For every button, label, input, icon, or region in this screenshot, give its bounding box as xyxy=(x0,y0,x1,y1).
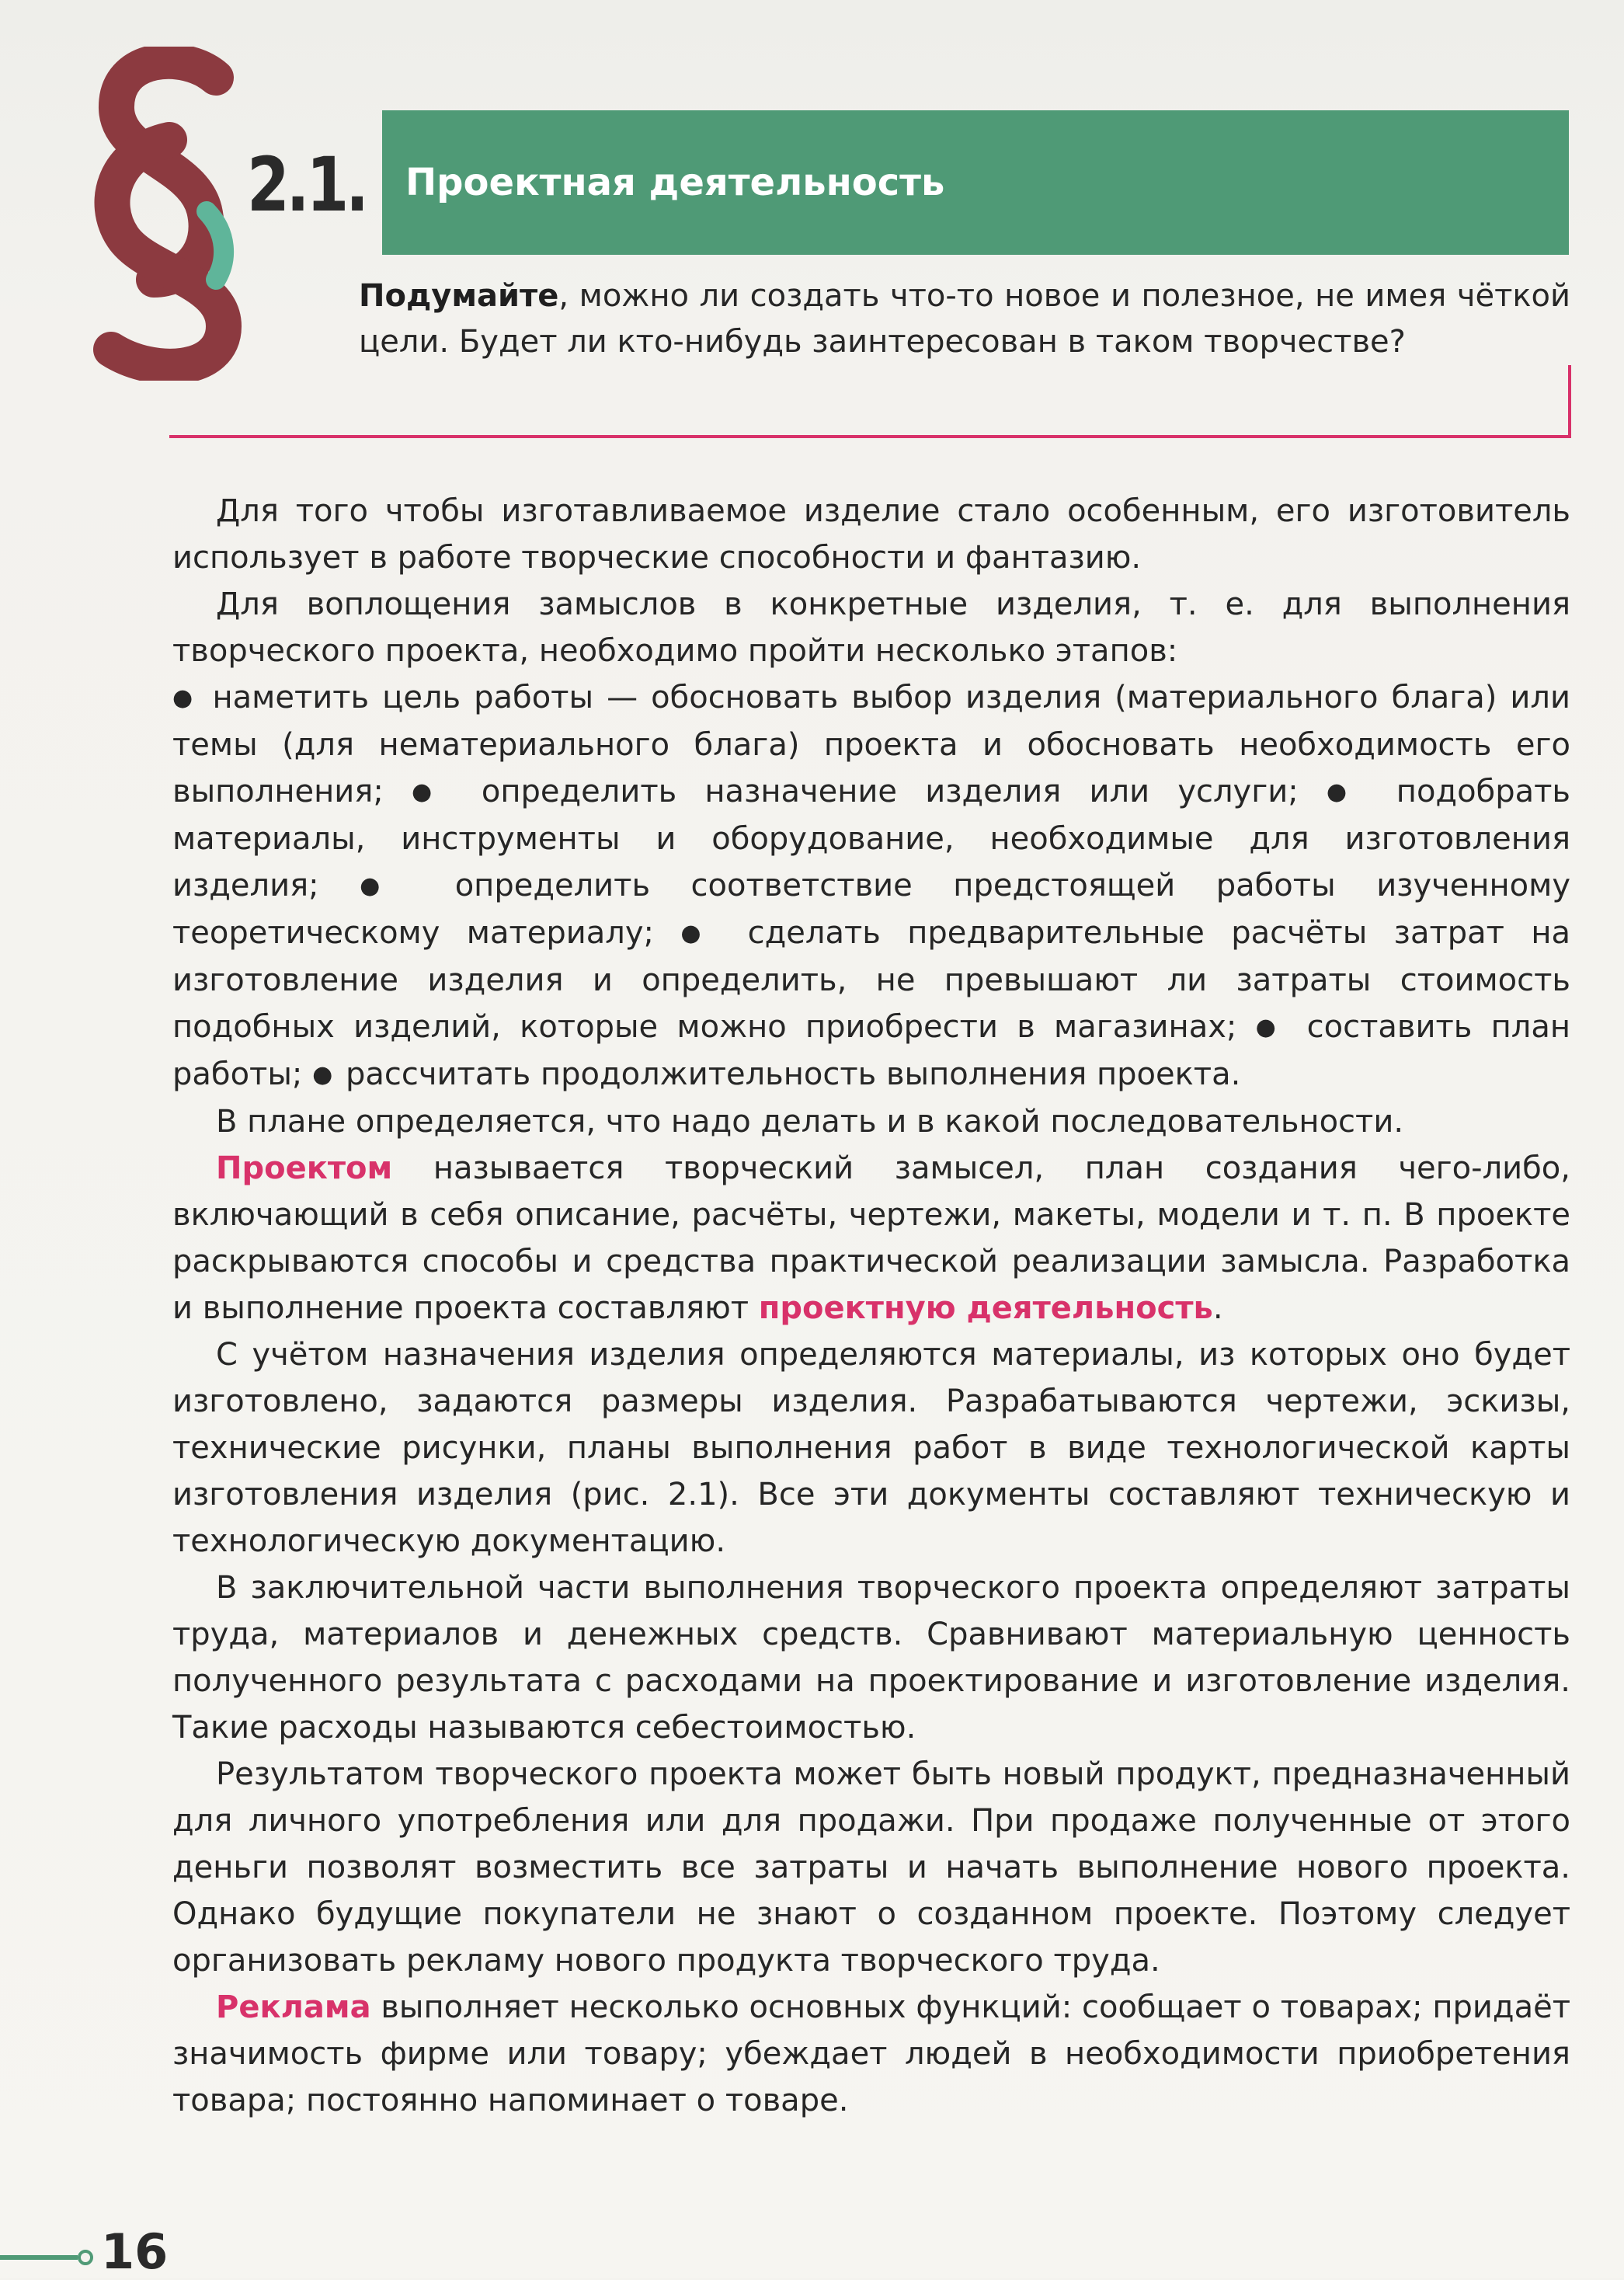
bullet-icon: ● xyxy=(360,872,412,900)
think-question xyxy=(359,273,1570,365)
list-item: подобрать материалы, инструменты и оборудование, необходимые для изготовления изделия; xyxy=(172,774,1570,903)
paragraph: В плане определяется, что надо делать и в какой последовательности. xyxy=(216,1104,1404,1140)
term-project-activity: проектную деятельность xyxy=(758,1290,1213,1326)
term-advertising: Реклама xyxy=(216,1989,371,2025)
list-item: определить соответствие предстоящей работы изученному теоретическому материалу; xyxy=(172,868,1570,951)
list-item: сделать предварительные расчёты затрат на изготовление изделия и определить, не превышают ли затраты стоимость подобных изделий, которые можно приобрести в магазинах; xyxy=(172,915,1571,1045)
paragraph-text: выполняет несколько основных функций: сообщает о товарах; придаёт значимость фирме или товару; убеждает людей в необходимости приобретения товара; постоянно напоминает о товаре. xyxy=(172,1989,1570,2118)
list-item: рассчитать продолжительность выполнения проекта. xyxy=(346,1056,1241,1092)
bullet-icon: ● xyxy=(1326,778,1365,806)
section-sign-icon xyxy=(68,47,255,381)
paragraph: Для воплощения замыслов в конкретные изделия, т. е. для выполнения творческого проекта, необходимо пройти несколько этапов: xyxy=(172,587,1570,669)
paragraph xyxy=(172,1984,1570,2124)
paragraph: С учётом назначения изделия определяются материалы, из которых оно будет изготовлено, задаются размеры изделия. Разрабатываются чертежи, эскизы, технические рисунки, планы выполнения работ в виде технологической карты изготовления изделия (рис. 2.1). Все эти документы составляют техническую и технологическую документацию. xyxy=(172,1337,1570,1559)
stages-list xyxy=(172,674,1570,1098)
paragraph xyxy=(172,1145,1570,1331)
bullet-icon: ● xyxy=(1255,1014,1285,1041)
bullet-icon: ● xyxy=(312,1061,333,1088)
page-marker-icon xyxy=(0,2250,101,2265)
section-number: 2.1. xyxy=(247,141,366,228)
list-item: наметить цель работы — обосновать выбор изделия (материального блага) или темы (для нематериального блага) проекта и обосновать необходимость его выполнения; xyxy=(172,680,1570,809)
list-item: составить план работы; xyxy=(172,1009,1570,1092)
section-title-band xyxy=(382,110,1569,255)
list-item: определить назначение изделия или услуги; xyxy=(481,774,1299,809)
paragraph: Для того чтобы изготавливаемое изделие стало особенным, его изготовитель использует в работе творческие способности и фантазию. xyxy=(172,493,1570,576)
paragraph-text: называется творческий замысел, план создания чего-либо, включающий в себя описание, расчёты, чертежи, макеты, модели и т. п. В проекте раскрываются способы и средства практической реализации замысла. Разработка и выполнение проекта составляют xyxy=(172,1150,1570,1326)
paragraph: В заключительной части выполнения творческого проекта определяют затраты труда, материалов и денежных средств. Сравнивают материальную ценность полученного результата с расходами на проектирование и изготовление изделия. Такие расходы называются себестоимостью. xyxy=(172,1570,1570,1746)
section-title: Проектная деятельность xyxy=(405,161,945,204)
term-project: Проектом xyxy=(216,1150,393,1186)
bullet-icon: ● xyxy=(172,684,196,712)
paragraph-text: . xyxy=(1212,1290,1223,1326)
main-text xyxy=(172,488,1570,2124)
bullet-icon: ● xyxy=(680,920,718,947)
think-lead: Подумайте xyxy=(359,278,559,314)
think-text: , можно ли создать что-то новое и полезное, не имея чёткой цели. Будет ли кто-нибудь заинтересован в таком творчестве? xyxy=(359,278,1570,360)
page-number: 16 xyxy=(101,2223,169,2280)
bullet-icon: ● xyxy=(412,778,450,806)
think-divider-edge xyxy=(1568,365,1571,438)
think-divider xyxy=(169,435,1571,438)
paragraph: Результатом творческого проекта может быть новый продукт, предназначенный для личного употребления или для продажи. При продаже полученные от этого деньги позволят возместить все затраты и начать выполнение нового проекта. Однако будущие покупатели не знают о созданном проекте. Поэтому следует организовать рекламу нового продукта творческого труда. xyxy=(172,1756,1570,1979)
